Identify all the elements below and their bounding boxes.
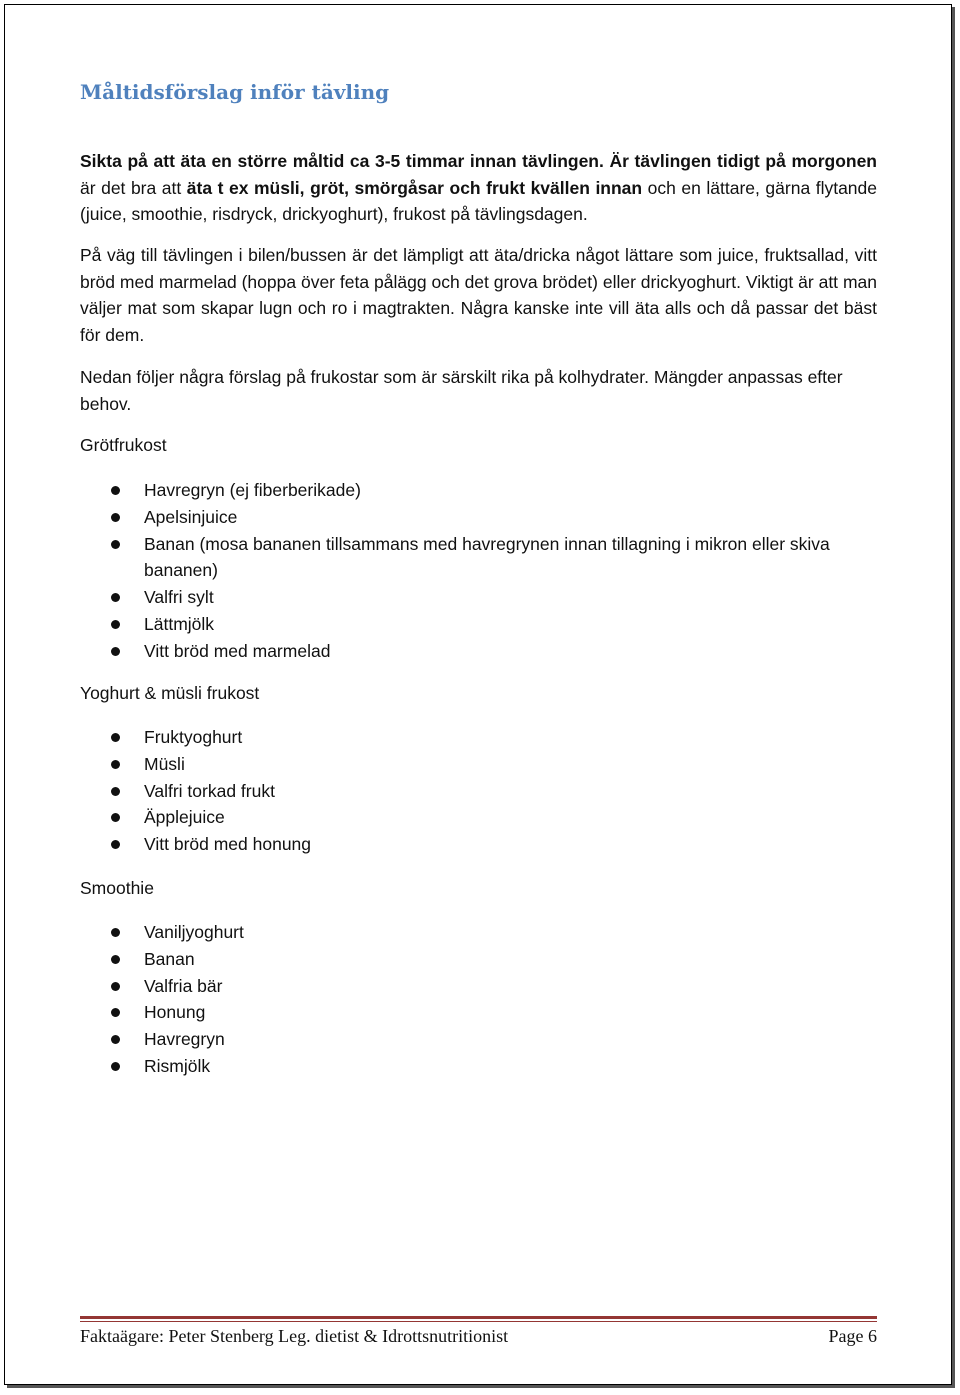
section-heading-smoothie: Smoothie: [80, 878, 154, 898]
list-item: Äpplejuice: [80, 804, 840, 831]
bullet-icon: [111, 733, 120, 742]
list-item: Valfri sylt: [80, 584, 840, 611]
list-item: Fruktyoghurt: [80, 724, 840, 751]
intro-normal-2: och en lättare, gärna flytande (juice, smoothie, risdryck, drickyoghurt), frukost på tävlingsdagen.: [80, 177, 878, 224]
bullet-icon: [111, 840, 120, 849]
list-item: Müsli: [80, 751, 840, 778]
list-item: Vitt bröd med marmelad: [80, 638, 840, 665]
list-item: Apelsinjuice: [80, 504, 840, 531]
list-item: Banan (mosa bananen tillsammans med havregrynen innan tillagning i mikron eller skiva bananen): [80, 531, 840, 585]
intro-bold-1: Sikta på att äta en större måltid ca 3-5 timmar innan tävlingen. Är tävlingen tidigt på morgonen: [80, 151, 877, 171]
list-item: Vitt bröd med honung: [80, 831, 840, 858]
list-smoothie: [80, 919, 840, 1080]
bullet-icon: [111, 1035, 120, 1044]
bullet-icon: [111, 955, 120, 964]
bullet-icon: [111, 813, 120, 822]
bullet-icon: [111, 928, 120, 937]
page-number: Page 6: [828, 1326, 877, 1346]
section-heading-grotfrukost: Grötfrukost: [80, 435, 167, 455]
list-item: Honung: [80, 999, 840, 1026]
bullet-icon: [111, 540, 120, 549]
footer-divider: [80, 1316, 877, 1319]
bullet-icon: [111, 1008, 120, 1017]
travel-paragraph: På väg till tävlingen i bilen/bussen är det lämpligt att äta/dricka något lättare som juice, fruktsallad, vitt bröd med marmelad (hoppa över feta pålägg och det grova brödet) eller drickyoghurt. Viktigt är att man väljer mat som skapar lugn och ro i magtrakten. Några kanske inte vill äta alls och då passar det bäst för dem.: [80, 245, 877, 345]
list-item: Lättmjölk: [80, 611, 840, 638]
bullet-icon: [111, 760, 120, 769]
bullet-icon: [111, 486, 120, 495]
list-item: Valfria bär: [80, 973, 840, 1000]
bullet-icon: [111, 513, 120, 522]
list-yoghurt-musli: [80, 724, 840, 858]
footer-divider-thin: [80, 1321, 877, 1322]
bullet-icon: [111, 620, 120, 629]
list-item: Havregryn: [80, 1026, 840, 1053]
bullet-icon: [111, 982, 120, 991]
page-title: Måltidsförslag inför tävling: [80, 80, 390, 104]
list-item: Vaniljyoghurt: [80, 919, 840, 946]
page-footer: [80, 1326, 877, 1347]
footer-author: Faktaägare: Peter Stenberg Leg. dietist & Idrottsnutritionist: [80, 1326, 509, 1346]
list-grotfrukost: [80, 477, 840, 665]
bullet-icon: [111, 647, 120, 656]
list-item: Valfri torkad frukt: [80, 778, 840, 805]
list-item: Rismjölk: [80, 1053, 840, 1080]
bullet-icon: [111, 593, 120, 602]
intro-normal-1: är det bra att: [80, 177, 187, 198]
intro-bold-2: äta t ex müsli, gröt, smörgåsar och frukt kvällen innan: [186, 177, 643, 198]
bullet-icon: [111, 787, 120, 796]
list-item: Banan: [80, 946, 840, 973]
section-heading-yoghurt-musli: Yoghurt & müsli frukost: [80, 683, 260, 703]
bullet-icon: [111, 1062, 120, 1071]
list-item: Havregryn (ej fiberberikade): [80, 477, 840, 504]
intro-paragraph: [80, 148, 877, 228]
suggestions-paragraph: Nedan följer några förslag på frukostar som är särskilt rika på kolhydrater. Mängder anpassas efter behov.: [80, 367, 843, 414]
